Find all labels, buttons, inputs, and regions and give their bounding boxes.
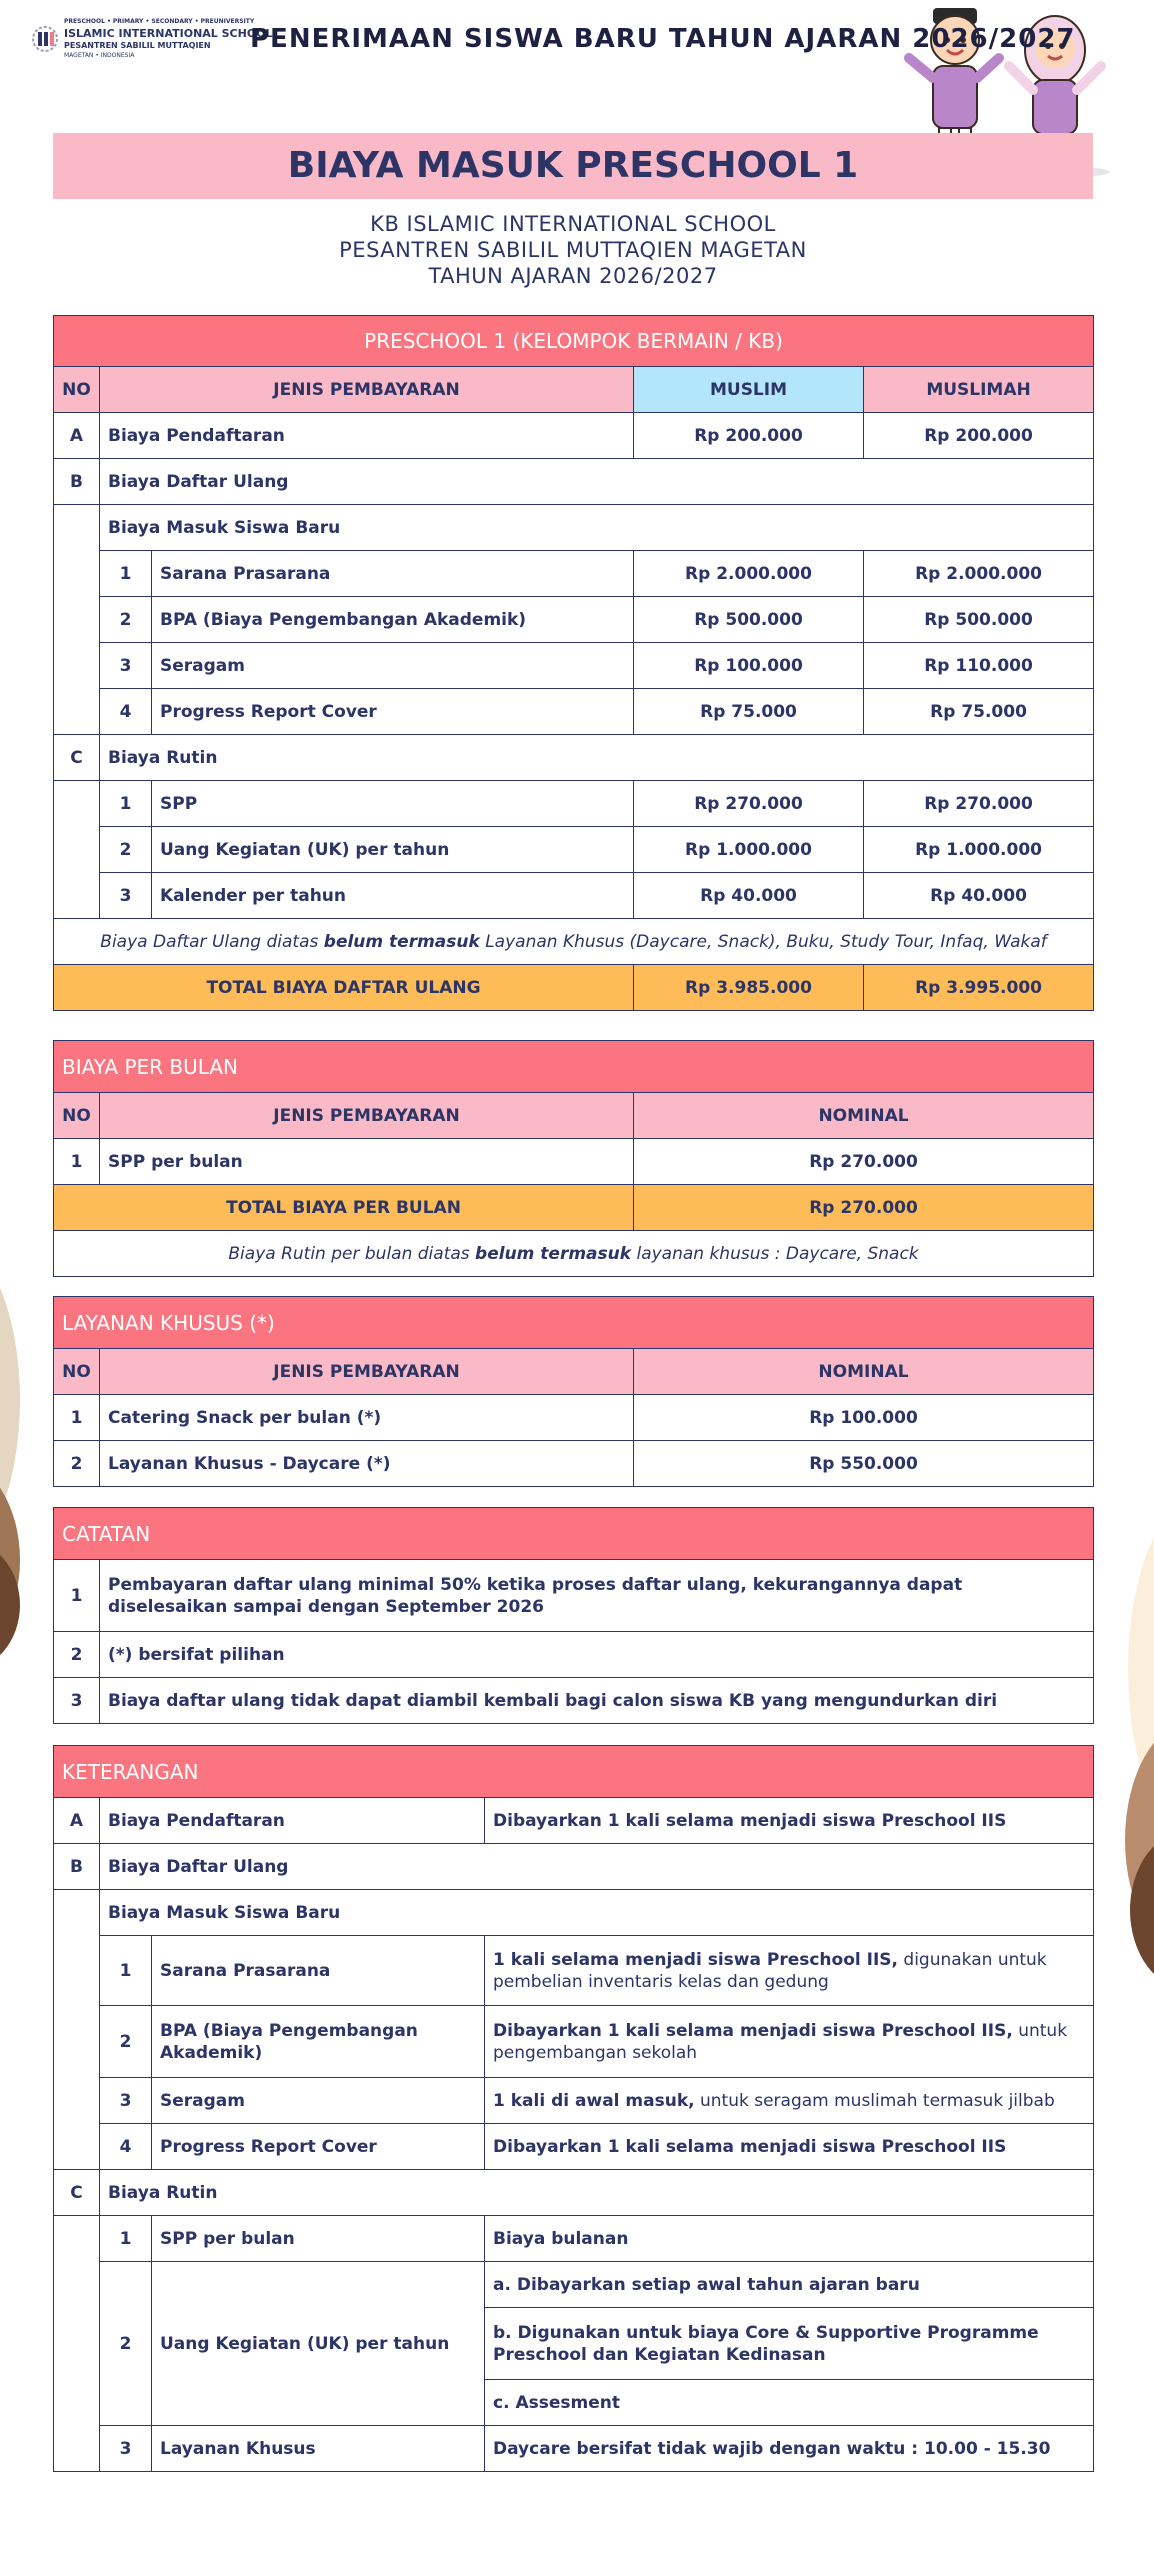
col-header-muslimah: MUSLIMAH (864, 367, 1094, 413)
table-row: B Biaya Daftar Ulang (54, 459, 1094, 505)
banner-title: BIAYA MASUK PRESCHOOL 1 (287, 145, 859, 186)
table-title: PRESCHOOL 1 (KELOMPOK BERMAIN / KB) (54, 316, 1094, 367)
total-row: TOTAL BIAYA DAFTAR ULANG Rp 3.985.000 Rp 3.995.000 (54, 965, 1094, 1011)
table-row: B Biaya Daftar Ulang (54, 1844, 1094, 1890)
table-row: b. Digunakan untuk biaya Core & Supportive Programme Preschool dan Kegiatan Kedinasan (54, 2308, 1094, 2380)
table-row: 1 Pembayaran daftar ulang minimal 50% ketika proses daftar ulang, kekurangannya dapat diselesaikan sampai dengan September 2026 (54, 1560, 1094, 1632)
table-layanan-khusus (53, 1296, 1094, 1487)
table-row: A Biaya Pendaftaran Dibayarkan 1 kali selama menjadi siswa Preschool IIS (54, 1798, 1094, 1844)
table-row: C Biaya Rutin (54, 735, 1094, 781)
table-row: 1 SPP per bulan Rp 270.000 (54, 1139, 1094, 1185)
section-title: BIAYA PER BULAN (54, 1041, 1094, 1093)
table-row: 3 Seragam 1 kali di awal masuk, untuk seragam muslimah termasuk jilbab (54, 2078, 1094, 2124)
school-logo (28, 16, 273, 62)
col-header-no: NO (54, 367, 100, 413)
table-row: C Biaya Rutin (54, 2170, 1094, 2216)
table-biaya-per-bulan (53, 1040, 1094, 1277)
col-header-jenis: JENIS PEMBAYARAN (100, 1349, 634, 1395)
subtitle-pesantren: PESANTREN SABILIL MUTTAQIEN MAGETAN (339, 238, 807, 262)
table-catatan (53, 1507, 1094, 1724)
col-header-nominal: NOMINAL (634, 1093, 1094, 1139)
total-row: TOTAL BIAYA PER BULAN Rp 270.000 (54, 1185, 1094, 1231)
col-header-jenis: JENIS PEMBAYARAN (100, 367, 634, 413)
table-row: Biaya Masuk Siswa Baru (54, 505, 1094, 551)
logo-school-name: ISLAMIC INTERNATIONAL SCHOOL (64, 27, 273, 40)
logo-pesantren: PESANTREN SABILIL MUTTAQIEN (64, 41, 211, 50)
table-row: 2 Uang Kegiatan (UK) per tahun a. Dibayarkan setiap awal tahun ajaran baru (54, 2262, 1094, 2308)
table-row: 2 Layanan Khusus - Daycare (*) Rp 550.000 (54, 1441, 1094, 1487)
table-keterangan (53, 1745, 1094, 2472)
logo-levels: PRESCHOOL • PRIMARY • SECONDARY • PREUNIVERSITY (64, 18, 255, 25)
note-biaya-rutin: Biaya Rutin per bulan diatas belum termasuk layanan khusus : Daycare, Snack (54, 1231, 1094, 1277)
table-row: c. Assesment (54, 2380, 1094, 2426)
table-row: 3 Layanan Khusus Daycare bersifat tidak wajib dengan waktu : 10.00 - 15.30 (54, 2426, 1094, 2472)
col-header-muslim: MUSLIM (634, 367, 864, 413)
table-row: 1 SPP per bulan Biaya bulanan (54, 2216, 1094, 2262)
col-header-no: NO (54, 1093, 100, 1139)
table-row: 2 BPA (Biaya Pengembangan Akademik) Rp 500.000 Rp 500.000 (54, 597, 1094, 643)
table-row: 2 (*) bersifat pilihan (54, 1632, 1094, 1678)
table-row: 3 Seragam Rp 100.000 Rp 110.000 (54, 643, 1094, 689)
logo-location: MAGETAN • INDONESIA (64, 52, 135, 59)
table-row: 2 Uang Kegiatan (UK) per tahun Rp 1.000.000 Rp 1.000.000 (54, 827, 1094, 873)
table-row: 4 Progress Report Cover Rp 75.000 Rp 75.000 (54, 689, 1094, 735)
col-header-no: NO (54, 1349, 100, 1395)
subtitle-year: TAHUN AJARAN 2026/2027 (428, 264, 718, 288)
table-row: 1 Sarana Prasarana 1 kali selama menjadi siswa Preschool IIS, digunakan untuk pembelian inventaris kelas dan gedung (54, 1936, 1094, 2006)
title-banner (53, 133, 1093, 199)
note-daftar-ulang: Biaya Daftar Ulang diatas belum termasuk Layanan Khusus (Daycare, Snack), Buku, Study Tour, Infaq, Wakaf (54, 919, 1094, 965)
table-row: A Biaya Pendaftaran Rp 200.000 Rp 200.000 (54, 413, 1094, 459)
table-row: 3 Kalender per tahun Rp 40.000 Rp 40.000 (54, 873, 1094, 919)
table-row: 3 Biaya daftar ulang tidak dapat diambil kembali bagi calon siswa KB yang mengundurkan diri (54, 1678, 1094, 1724)
section-title: CATATAN (54, 1508, 1094, 1560)
school-logo-icon (28, 24, 62, 54)
page-header (0, 0, 1154, 135)
col-header-nominal: NOMINAL (634, 1349, 1094, 1395)
table-row: Biaya Masuk Siswa Baru (54, 1890, 1094, 1936)
section-title: KETERANGAN (54, 1746, 1094, 1798)
page-title: PENERIMAAN SISWA BARU TAHUN AJARAN 2026/2027 (250, 24, 1076, 54)
table-row: 1 Sarana Prasarana Rp 2.000.000 Rp 2.000.000 (54, 551, 1094, 597)
table-row: 2 BPA (Biaya Pengembangan Akademik) Dibayarkan 1 kali selama menjadi siswa Preschool IIS, untuk pengembangan sekolah (54, 2006, 1094, 2078)
table-row: 4 Progress Report Cover Dibayarkan 1 kali selama menjadi siswa Preschool IIS (54, 2124, 1094, 2170)
table-row: 1 SPP Rp 270.000 Rp 270.000 (54, 781, 1094, 827)
table-biaya-masuk (53, 315, 1094, 1011)
table-row: 1 Catering Snack per bulan (*) Rp 100.000 (54, 1395, 1094, 1441)
section-title: LAYANAN KHUSUS (*) (54, 1297, 1094, 1349)
subtitle-school: KB ISLAMIC INTERNATIONAL SCHOOL (370, 212, 776, 236)
col-header-jenis: JENIS PEMBAYARAN (100, 1093, 634, 1139)
